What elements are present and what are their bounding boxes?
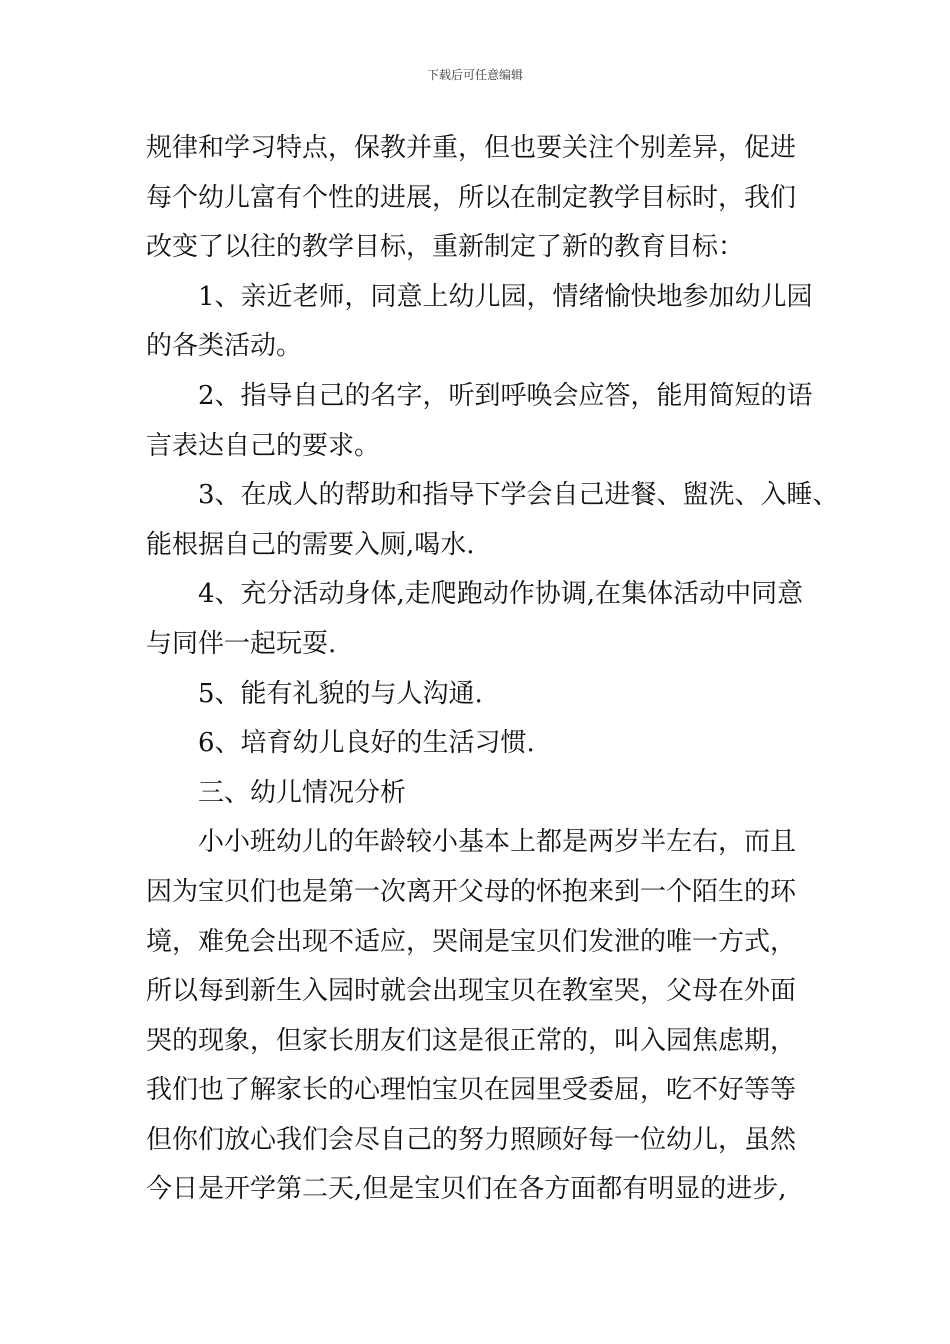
goal-item-4: 4、充分活动身体,走爬跑动作协调,在集体活动中同意 [198, 579, 804, 610]
text-line: 改变了以往的教学目标，重新制定了新的教育目标： [146, 232, 745, 263]
text-line: 但你们放心我们会尽自己的努力照顾好每一位幼儿，虽然 [146, 1124, 797, 1155]
goal-item-1: 1、亲近老师，同意上幼儿园，情绪愉快地参加幼儿园 [198, 281, 813, 312]
goal-item-5: 5、能有礼貌的与人沟通. [198, 678, 483, 709]
page-header: 下载后可任意编辑 [426, 68, 523, 82]
text-line: 因为宝贝们也是第一次离开父母的怀抱来到一个陌生的环 [146, 876, 797, 907]
text-line: 言表达自己的要求。 [146, 430, 381, 461]
section-heading: 三、幼儿情况分析 [198, 777, 407, 808]
goal-item-2: 2、指导自己的名字，听到呼唤会应答，能用简短的语 [198, 380, 813, 411]
text-line: 今日是开学第二天,但是宝贝们在各方面都有明显的进步, [146, 1174, 787, 1205]
text-line: 与同伴一起玩耍. [146, 628, 337, 659]
text-line: 能根据自己的需要入厕,喝水. [146, 529, 475, 560]
goal-item-3: 3、在成人的帮助和指导下学会自己进餐、盥洗、入睡、 [198, 480, 839, 511]
text-line: 境，难免会出现不适应，哭闹是宝贝们发泄的唯一方式， [146, 926, 797, 957]
text-line: 小小班幼儿的年龄较小基本上都是两岁半左右，而且 [198, 827, 797, 858]
document-body [146, 124, 839, 1215]
text-line: 的各类活动。 [146, 331, 303, 362]
text-line: 我们也了解家长的心理怕宝贝在园里受委屈，吃不好等等 [146, 1075, 797, 1106]
text-line: 规律和学习特点，保教并重，但也要关注个别差异，促进 [146, 133, 797, 163]
text-line: 每个幼儿富有个性的进展，所以在制定教学目标时，我们 [146, 182, 797, 213]
text-line: 所以每到新生入园时就会出现宝贝在教室哭，父母在外面 [146, 976, 797, 1007]
text-line: 哭的现象，但家长朋友们这是很正常的，叫入园焦虑期， [146, 1025, 797, 1056]
goal-item-6: 6、培育幼儿良好的生活习惯. [198, 728, 535, 759]
